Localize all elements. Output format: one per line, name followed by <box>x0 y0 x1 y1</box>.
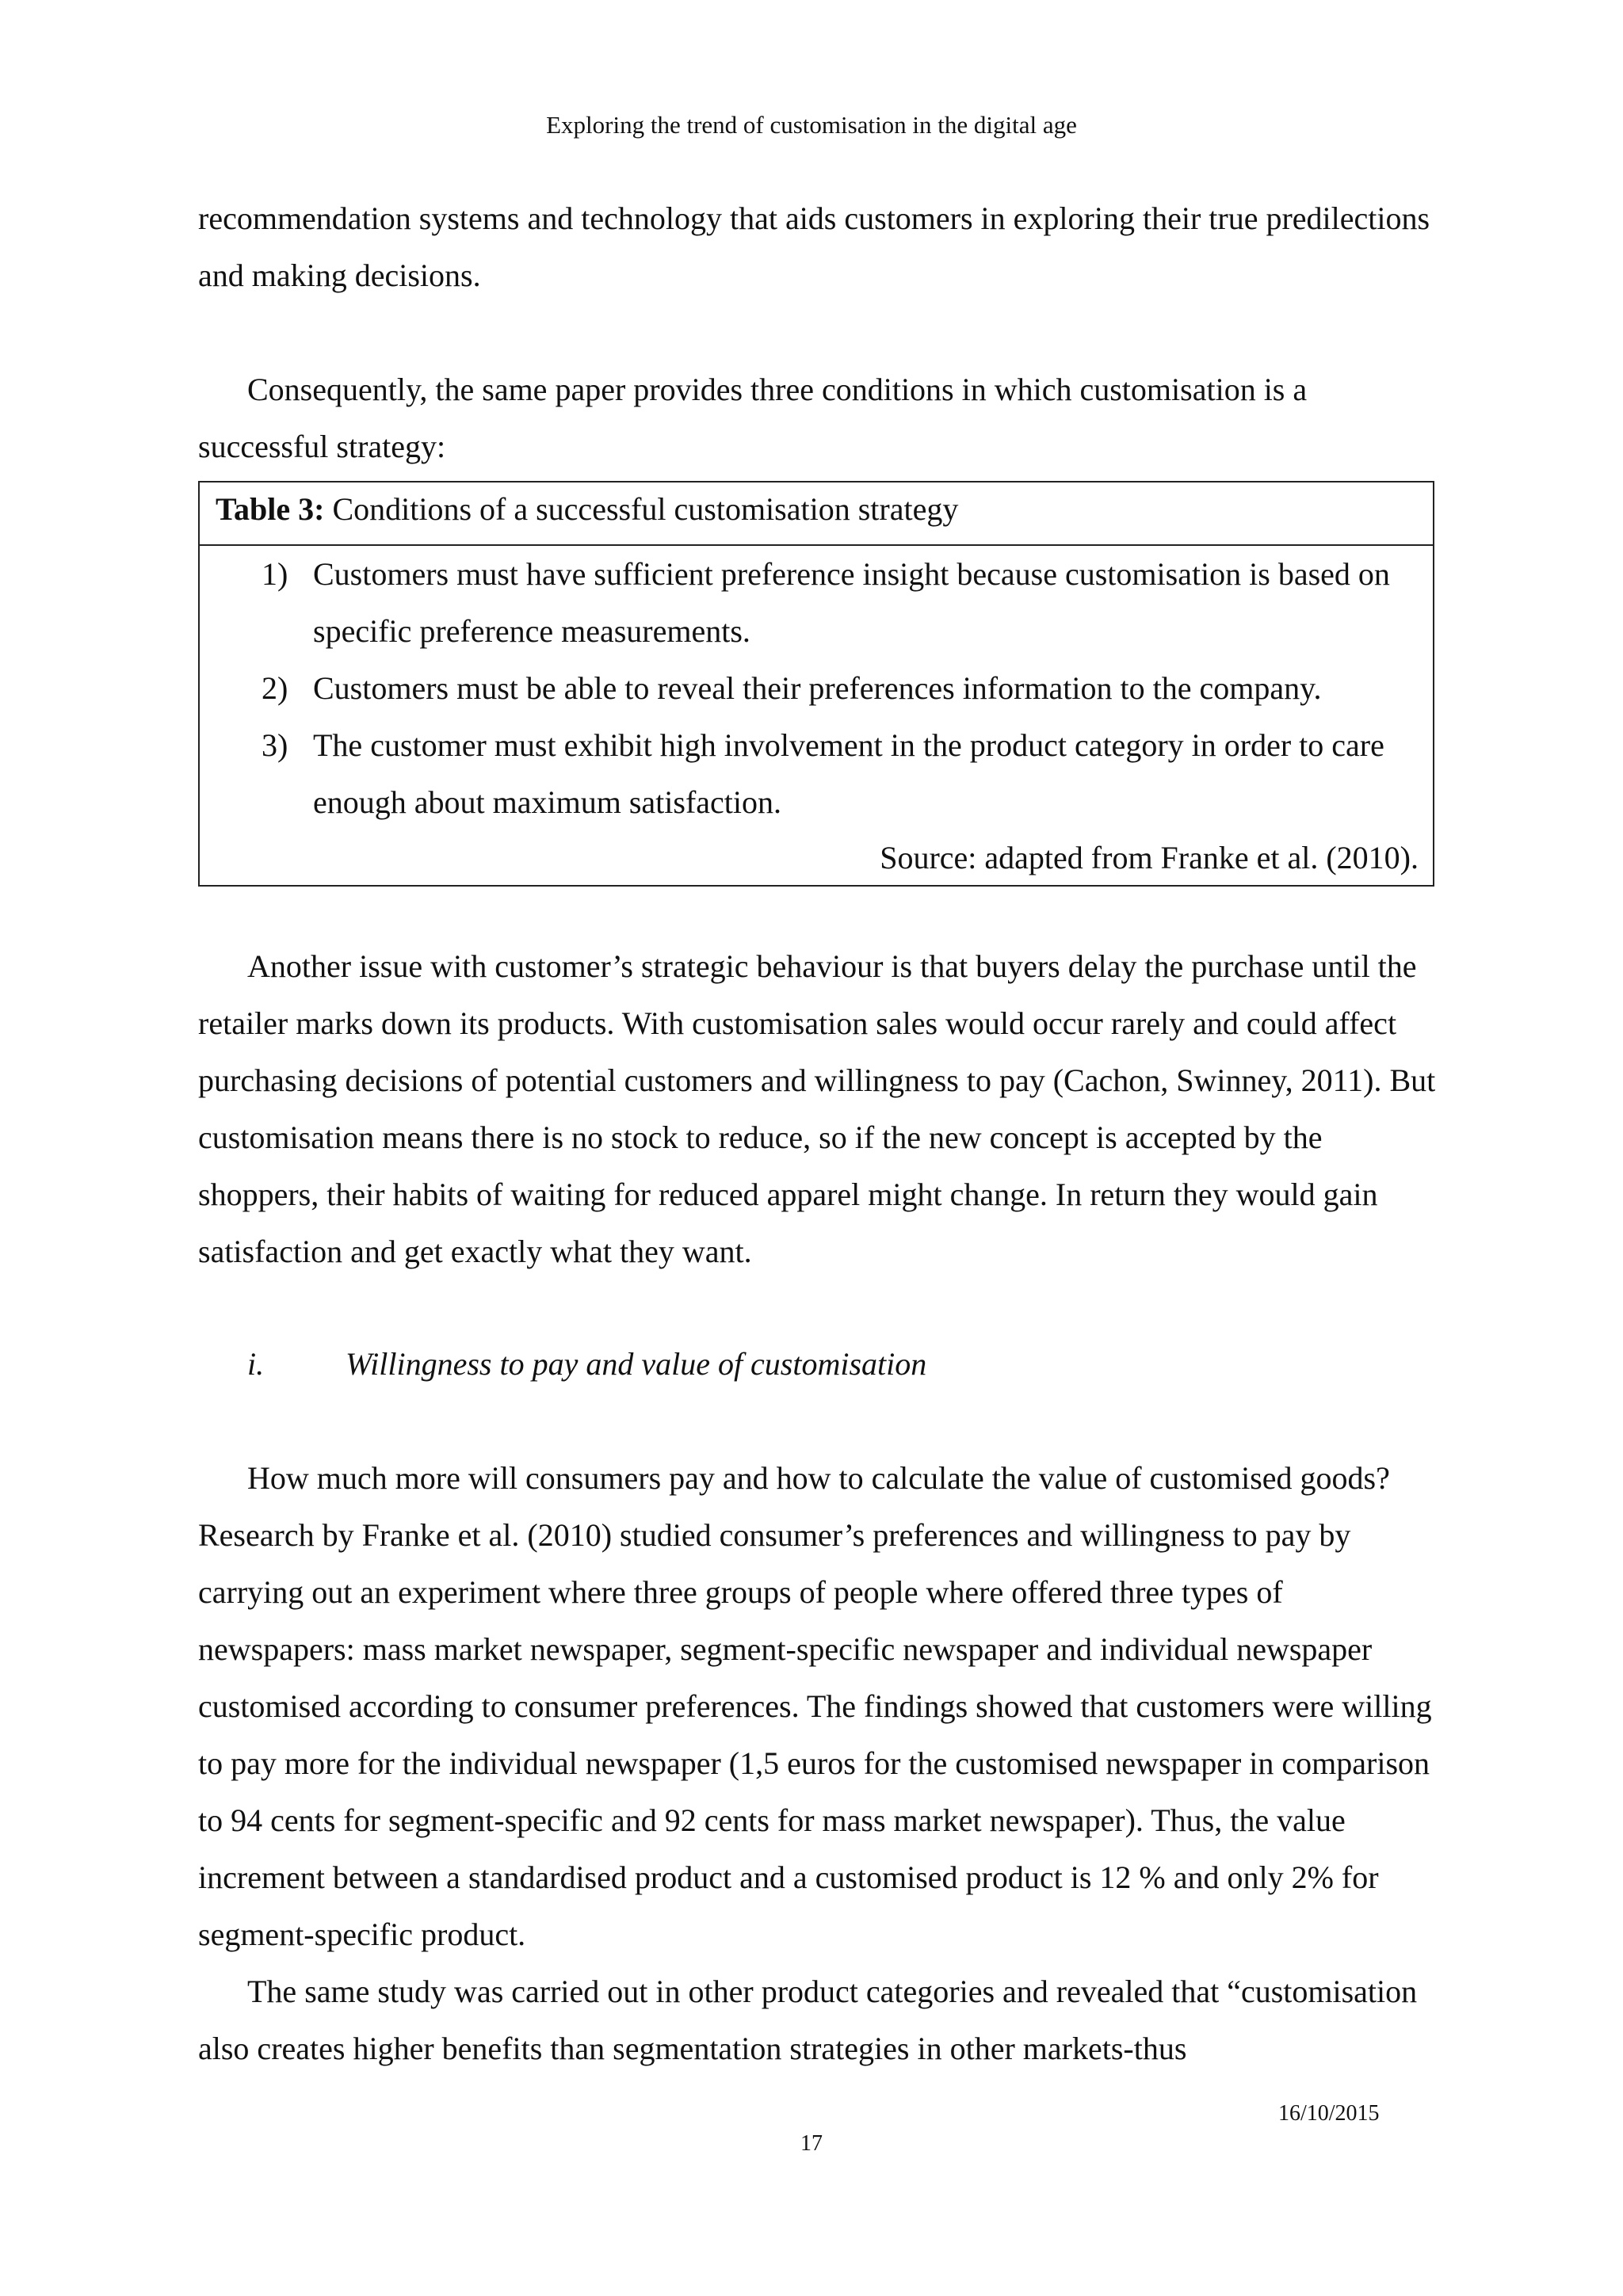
list-item <box>200 546 1433 660</box>
paragraph-continuation <box>198 190 1438 304</box>
paragraph-text: The same study was carried out in other product categories and revealed that “customisation also creates higher benefits than segmentation strategies in other markets-thus <box>198 1974 1418 2066</box>
conditions-table <box>198 481 1434 887</box>
list-item <box>200 660 1433 717</box>
section-heading <box>247 1336 926 1393</box>
section-numeral: i. <box>247 1346 265 1382</box>
list-item-text: Customers must have sufficient preference insight because customisation is based on specific preference measurements. <box>313 556 1390 649</box>
paragraph-willingness-to-pay <box>198 1450 1438 1963</box>
paragraph-other-categories <box>198 1963 1438 2077</box>
section-title: Willingness to pay and value of customisation <box>346 1346 927 1382</box>
list-item-number: 3) <box>262 727 288 763</box>
list-item <box>200 717 1433 831</box>
table-caption-label: Table 3: <box>216 491 325 527</box>
list-item-text: The customer must exhibit high involvement in the product category in order to care enough about maximum satisfaction. <box>313 727 1384 820</box>
paragraph-conditions-intro <box>198 361 1438 475</box>
list-item-number: 2) <box>262 670 288 706</box>
table-caption <box>200 482 1433 546</box>
paragraph-text: How much more will consumers pay and how to calculate the value of customised goods? Research by Franke et al. (2010) studied consumer’s preferences and willingness to pay by carrying out an experiment where three groups of people where offered three types of newspapers: mass market newspaper, segment-specific newspaper and individual newspaper customised according to consumer preferences. The findings showed that customers were willing to pay more for the individual newspaper (1,5 euros for the customised newspaper in comparison to 94 cents for segment-specific and 92 cents for mass market newspaper). Thus, the value increment between a standardised product and a customised product is 12 % and only 2% for segment-specific product. <box>198 1460 1432 1952</box>
list-item-text: Customers must be able to reveal their preferences information to the company. <box>313 670 1322 706</box>
conditions-list <box>200 546 1433 831</box>
paragraph-text: Consequently, the same paper provides three conditions in which customisation is a successful strategy: <box>198 372 1308 464</box>
paragraph-text: recommendation systems and technology that aids customers in exploring their true predilections and making decisions. <box>198 200 1430 293</box>
footer-date: 16/10/2015 <box>1278 2101 1380 2126</box>
page-number: 17 <box>800 2131 823 2156</box>
paragraph-strategic-behaviour <box>198 938 1438 1280</box>
paragraph-text: Another issue with customer’s strategic behaviour is that buyers delay the purchase until the retailer marks down its products. With customisation sales would occur rarely and could affect purchasing decisions of potential customers and willingness to pay (Cachon, Swinney, 2011). But customisation means there is no stock to reduce, so if the new concept is accepted by the shoppers, their habits of waiting for reduced apparel might change. In return they would gain satisfaction and get exactly what they want. <box>198 948 1436 1269</box>
table-source: Source: adapted from Franke et al. (2010). <box>880 840 1419 875</box>
running-header: Exploring the trend of customisation in the digital age <box>546 111 1077 139</box>
table-caption-text: Conditions of a successful customisation strategy <box>324 491 959 527</box>
list-item-number: 1) <box>262 556 288 592</box>
